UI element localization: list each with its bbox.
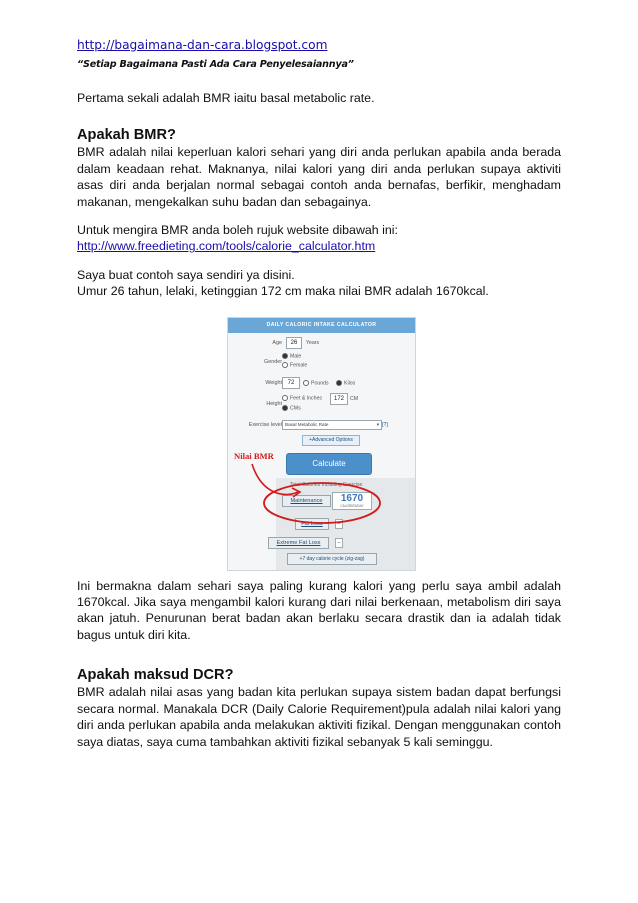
- results-title: Total Calories Including Exercise: [290, 482, 363, 488]
- maintenance-value-box: [332, 492, 372, 510]
- exercise-label: Exercise level: [248, 422, 282, 428]
- dcr-heading: Apakah maksud DCR?: [77, 667, 234, 684]
- height-cm-unit: CM: [350, 396, 359, 402]
- intro-paragraph: Pertama sekali adalah BMR iaitu basal metabolic rate.: [77, 91, 375, 105]
- maintenance-button[interactable]: Maintenance: [282, 495, 331, 507]
- advanced-options-button[interactable]: +Advanced Options: [302, 435, 360, 446]
- example-line-2: Umur 26 tahun, lelaki, ketinggian 172 cm maka nilai BMR adalah 1670kcal.: [77, 284, 489, 299]
- calorie-cycle-button[interactable]: +7 day calorie cycle (zig-zag): [287, 553, 377, 565]
- weight-pounds-option[interactable]: Pounds: [303, 380, 329, 386]
- example-line-1: Saya buat contoh saya sendiri ya disini.: [77, 267, 295, 282]
- calorie-calculator-screenshot: [227, 317, 416, 571]
- height-label: Height: [266, 401, 282, 407]
- exercise-select[interactable]: Basal Metabolic Rate ▾: [282, 420, 382, 430]
- help-link[interactable]: [?]: [382, 422, 388, 428]
- age-input[interactable]: 26: [286, 337, 302, 349]
- blog-tagline: “Setiap Bagaimana Pasti Ada Cara Penyelesaiannya”: [77, 59, 354, 70]
- refer-text: Untuk mengira BMR anda boleh rujuk website dibawah ini:: [77, 223, 398, 238]
- age-label: Age: [272, 340, 282, 346]
- fat-loss-value: –: [335, 519, 343, 529]
- conclusion-paragraph: Ini bermakna dalam sehari saya paling kurang kalori yang perlu saya ambil adalah 1670kcal. Jika saya mengambil kalori kurang dari nilai berkenaan, metabolism diri saya akan jatuh. Penurunan berat badan akan berlaku secara drastik dan ia adalah tidak bagus untuk diri kita.: [77, 578, 561, 642]
- height-feet-option[interactable]: Feet & Inches: [282, 395, 322, 401]
- radio-icon: [282, 362, 288, 368]
- maintenance-value: 1670: [340, 493, 364, 504]
- extreme-fat-loss-value: –: [335, 538, 343, 548]
- bmr-paragraph: BMR adalah nilai keperluan kalori sehari yang diri anda perlukan apabila anda berada dalam keadaan rehat. Maknanya, nilai kalori yang diri anda perlukan supaya aktiviti asas diri anda berjalan normal sebagai contoh anda bernafas, berfikir, menghadam makanan, mengekalkan suhu badan dan sebagainya.: [77, 145, 561, 209]
- fat-loss-button[interactable]: Fat Loss: [295, 518, 329, 530]
- gender-label: Gender: [264, 359, 282, 365]
- dcr-paragraph: BMR adalah nilai asas yang badan kita perlukan supaya sistem badan dapat berfungsi secara normal. Manakala DCR (Daily Calorie Requirement)pula adalah nilai kalori yang diri anda perlukan apabila anda melakukan aktiviti fizikal. Dengan menggunakan contoh saya diatas, saya cuma tambahkan aktiviti fizikal sebanyak 5 kali seminggu.: [77, 685, 561, 749]
- age-unit: Years: [306, 340, 320, 346]
- radio-icon: [303, 380, 309, 386]
- weight-kilos-option[interactable]: Kilos: [336, 380, 355, 386]
- blog-url-link[interactable]: http://bagaimana-dan-cara.blogspot.com: [77, 38, 328, 52]
- maintenance-unit: CALORIES/DAY: [340, 504, 364, 508]
- calculator-link[interactable]: http://www.freedieting.com/tools/calorie_calculator.htm: [77, 239, 376, 254]
- calculate-button[interactable]: Calculate: [286, 453, 372, 475]
- chevron-down-icon: ▾: [376, 422, 379, 427]
- weight-input[interactable]: 72: [282, 377, 300, 389]
- extreme-fat-loss-button[interactable]: Extreme Fat Loss: [268, 537, 329, 549]
- height-input[interactable]: 172: [330, 393, 348, 405]
- bmr-heading: Apakah BMR?: [77, 127, 176, 144]
- gender-female-option[interactable]: Female: [282, 362, 307, 368]
- weight-label: Weight: [265, 380, 282, 386]
- radio-selected-icon: [336, 380, 342, 386]
- gender-male-option[interactable]: Male: [282, 353, 301, 359]
- bmr-annotation-label: Nilai BMR: [234, 451, 274, 461]
- radio-icon: [282, 395, 288, 401]
- calculator-title: DAILY CALORIC INTAKE CALCULATOR: [228, 318, 415, 333]
- radio-selected-icon: [282, 353, 288, 359]
- radio-selected-icon: [282, 405, 288, 411]
- height-cms-option[interactable]: CMs: [282, 405, 301, 411]
